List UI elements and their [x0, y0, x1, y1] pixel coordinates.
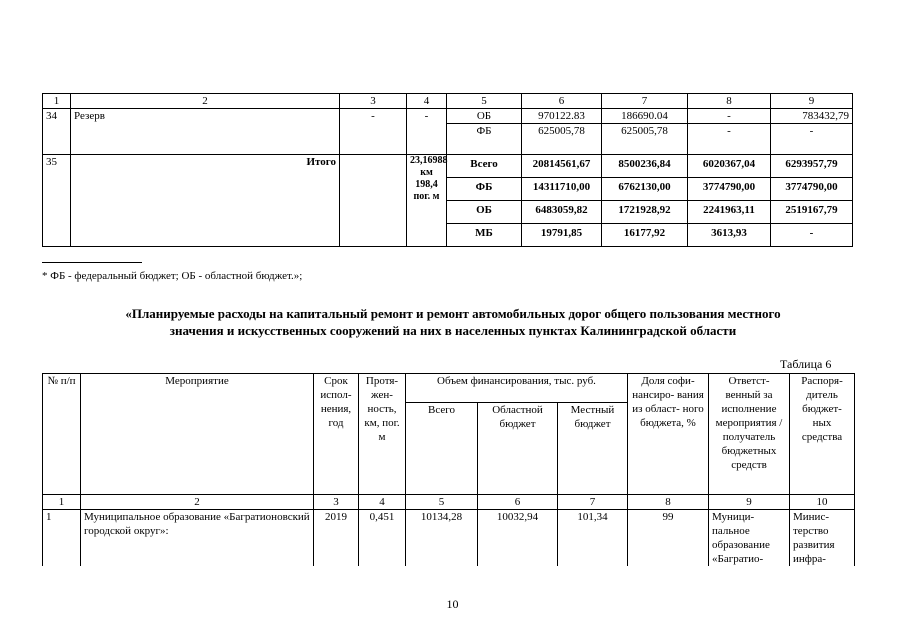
length-m-value: 198,4 [415, 179, 438, 190]
value-cell: 2519167,79 [771, 201, 853, 224]
header-term: Срок испол- нения, год [314, 374, 359, 495]
row-responsible: Муници- пальное образование «Багратио- [709, 510, 790, 567]
col-num-7: 7 [558, 495, 628, 510]
value-cell: 6020367,04 [688, 155, 771, 178]
value-cell: 16177,92 [602, 224, 688, 247]
page-number: 10 [446, 597, 459, 611]
expenses-table [42, 373, 855, 566]
col-num-9: 9 [709, 495, 790, 510]
value-cell: 186690.04 [602, 109, 688, 124]
col-num-3: 3 [340, 94, 407, 109]
col-num-5: 5 [406, 495, 478, 510]
row-name: Резерв [71, 109, 340, 155]
row-manager: Минис- терство развития инфра- [790, 510, 855, 567]
value-cell: 970122.83 [522, 109, 602, 124]
section-title [40, 305, 866, 339]
budget-source: ФБ [447, 178, 522, 201]
column-number-row [43, 495, 855, 510]
table-label: Таблица 6 [780, 357, 832, 371]
col-num-6: 6 [478, 495, 558, 510]
col-num-7: 7 [602, 94, 688, 109]
row-number: 35 [43, 155, 71, 247]
header-length: Протя- жен- ность, км, пог. м [359, 374, 406, 495]
value-cell: 6483059,82 [522, 201, 602, 224]
header-share: Доля софи- нансиро- вания из област- ного бюджета, % [628, 374, 709, 495]
col-num-3: 3 [314, 495, 359, 510]
value-cell: 3774790,00 [688, 178, 771, 201]
budget-source: ФБ [447, 124, 522, 155]
header-row [43, 374, 855, 403]
value-cell: 6293957,79 [771, 155, 853, 178]
header-local: Местный бюджет [558, 403, 628, 495]
col-num-6: 6 [522, 94, 602, 109]
table-row [43, 155, 853, 178]
col-num-4: 4 [407, 94, 447, 109]
column-number-row [43, 94, 853, 109]
row-number: 34 [43, 109, 71, 155]
col-num-8: 8 [628, 495, 709, 510]
row-regional: 10032,94 [478, 510, 558, 567]
section-title-line-2: значения и искусственных сооружений на них в населенных пунктах Калининградской области [169, 323, 737, 338]
value-cell: 6762130,00 [602, 178, 688, 201]
length-km-value: 23,16988 [410, 155, 448, 166]
col-num-1: 1 [43, 495, 81, 510]
col-num-5: 5 [447, 94, 522, 109]
value-cell: 625005,78 [602, 124, 688, 155]
table-row [43, 109, 853, 124]
row-local: 101,34 [558, 510, 628, 567]
col-num-4: 4 [359, 495, 406, 510]
value-cell: - [771, 224, 853, 247]
col-num-9: 9 [771, 94, 853, 109]
length-km-unit: км [420, 167, 433, 178]
value-cell: 20814561,67 [522, 155, 602, 178]
header-event: Мероприятие [81, 374, 314, 495]
table-row [43, 510, 855, 567]
footnote: * ФБ - федеральный бюджет; ОБ - областной бюджет.»; [42, 270, 303, 282]
col-num-10: 10 [790, 495, 855, 510]
header-manager: Распоря- дитель бюджет- ных средства [790, 374, 855, 495]
budget-source: Всего [447, 155, 522, 178]
value-cell: 783432,79 [771, 109, 853, 124]
row-col4: - [407, 109, 447, 155]
row-total: 10134,28 [406, 510, 478, 567]
header-num: № п/п [43, 374, 81, 495]
length-cell [407, 155, 447, 247]
summary-table [42, 93, 853, 247]
header-responsible: Ответст- венный за исполнение мероприятия / получатель бюджетных средств [709, 374, 790, 495]
budget-source: ОБ [447, 201, 522, 224]
row-number: 1 [43, 510, 81, 567]
row-col3: - [340, 109, 407, 155]
row-share: 99 [628, 510, 709, 567]
col-num-2: 2 [81, 495, 314, 510]
budget-source: МБ [447, 224, 522, 247]
value-cell: 1721928,92 [602, 201, 688, 224]
value-cell: - [771, 124, 853, 155]
row-length: 0,451 [359, 510, 406, 567]
value-cell: - [688, 109, 771, 124]
value-cell: 19791,85 [522, 224, 602, 247]
section-title-line-1: «Планируемые расходы на капитальный ремонт и ремонт автомобильных дорог общего пользования местного [125, 306, 781, 321]
row-event: Муниципальное образование «Багратионовский городской округ»: [81, 510, 314, 567]
value-cell: - [688, 124, 771, 155]
col-num-8: 8 [688, 94, 771, 109]
header-total: Всего [406, 403, 478, 495]
value-cell: 3613,93 [688, 224, 771, 247]
col-num-2: 2 [71, 94, 340, 109]
empty-cell [340, 155, 407, 247]
col-num-1: 1 [43, 94, 71, 109]
value-cell: 14311710,00 [522, 178, 602, 201]
length-m-unit: пог. м [413, 191, 440, 202]
footnote-divider [42, 262, 142, 263]
row-term: 2019 [314, 510, 359, 567]
value-cell: 625005,78 [522, 124, 602, 155]
value-cell: 8500236,84 [602, 155, 688, 178]
row-name: Итого [71, 155, 340, 247]
value-cell: 2241963,11 [688, 201, 771, 224]
header-funding: Объем финансирования, тыс. руб. [406, 374, 628, 403]
value-cell: 3774790,00 [771, 178, 853, 201]
header-regional: Областной бюджет [478, 403, 558, 495]
budget-source: ОБ [447, 109, 522, 124]
